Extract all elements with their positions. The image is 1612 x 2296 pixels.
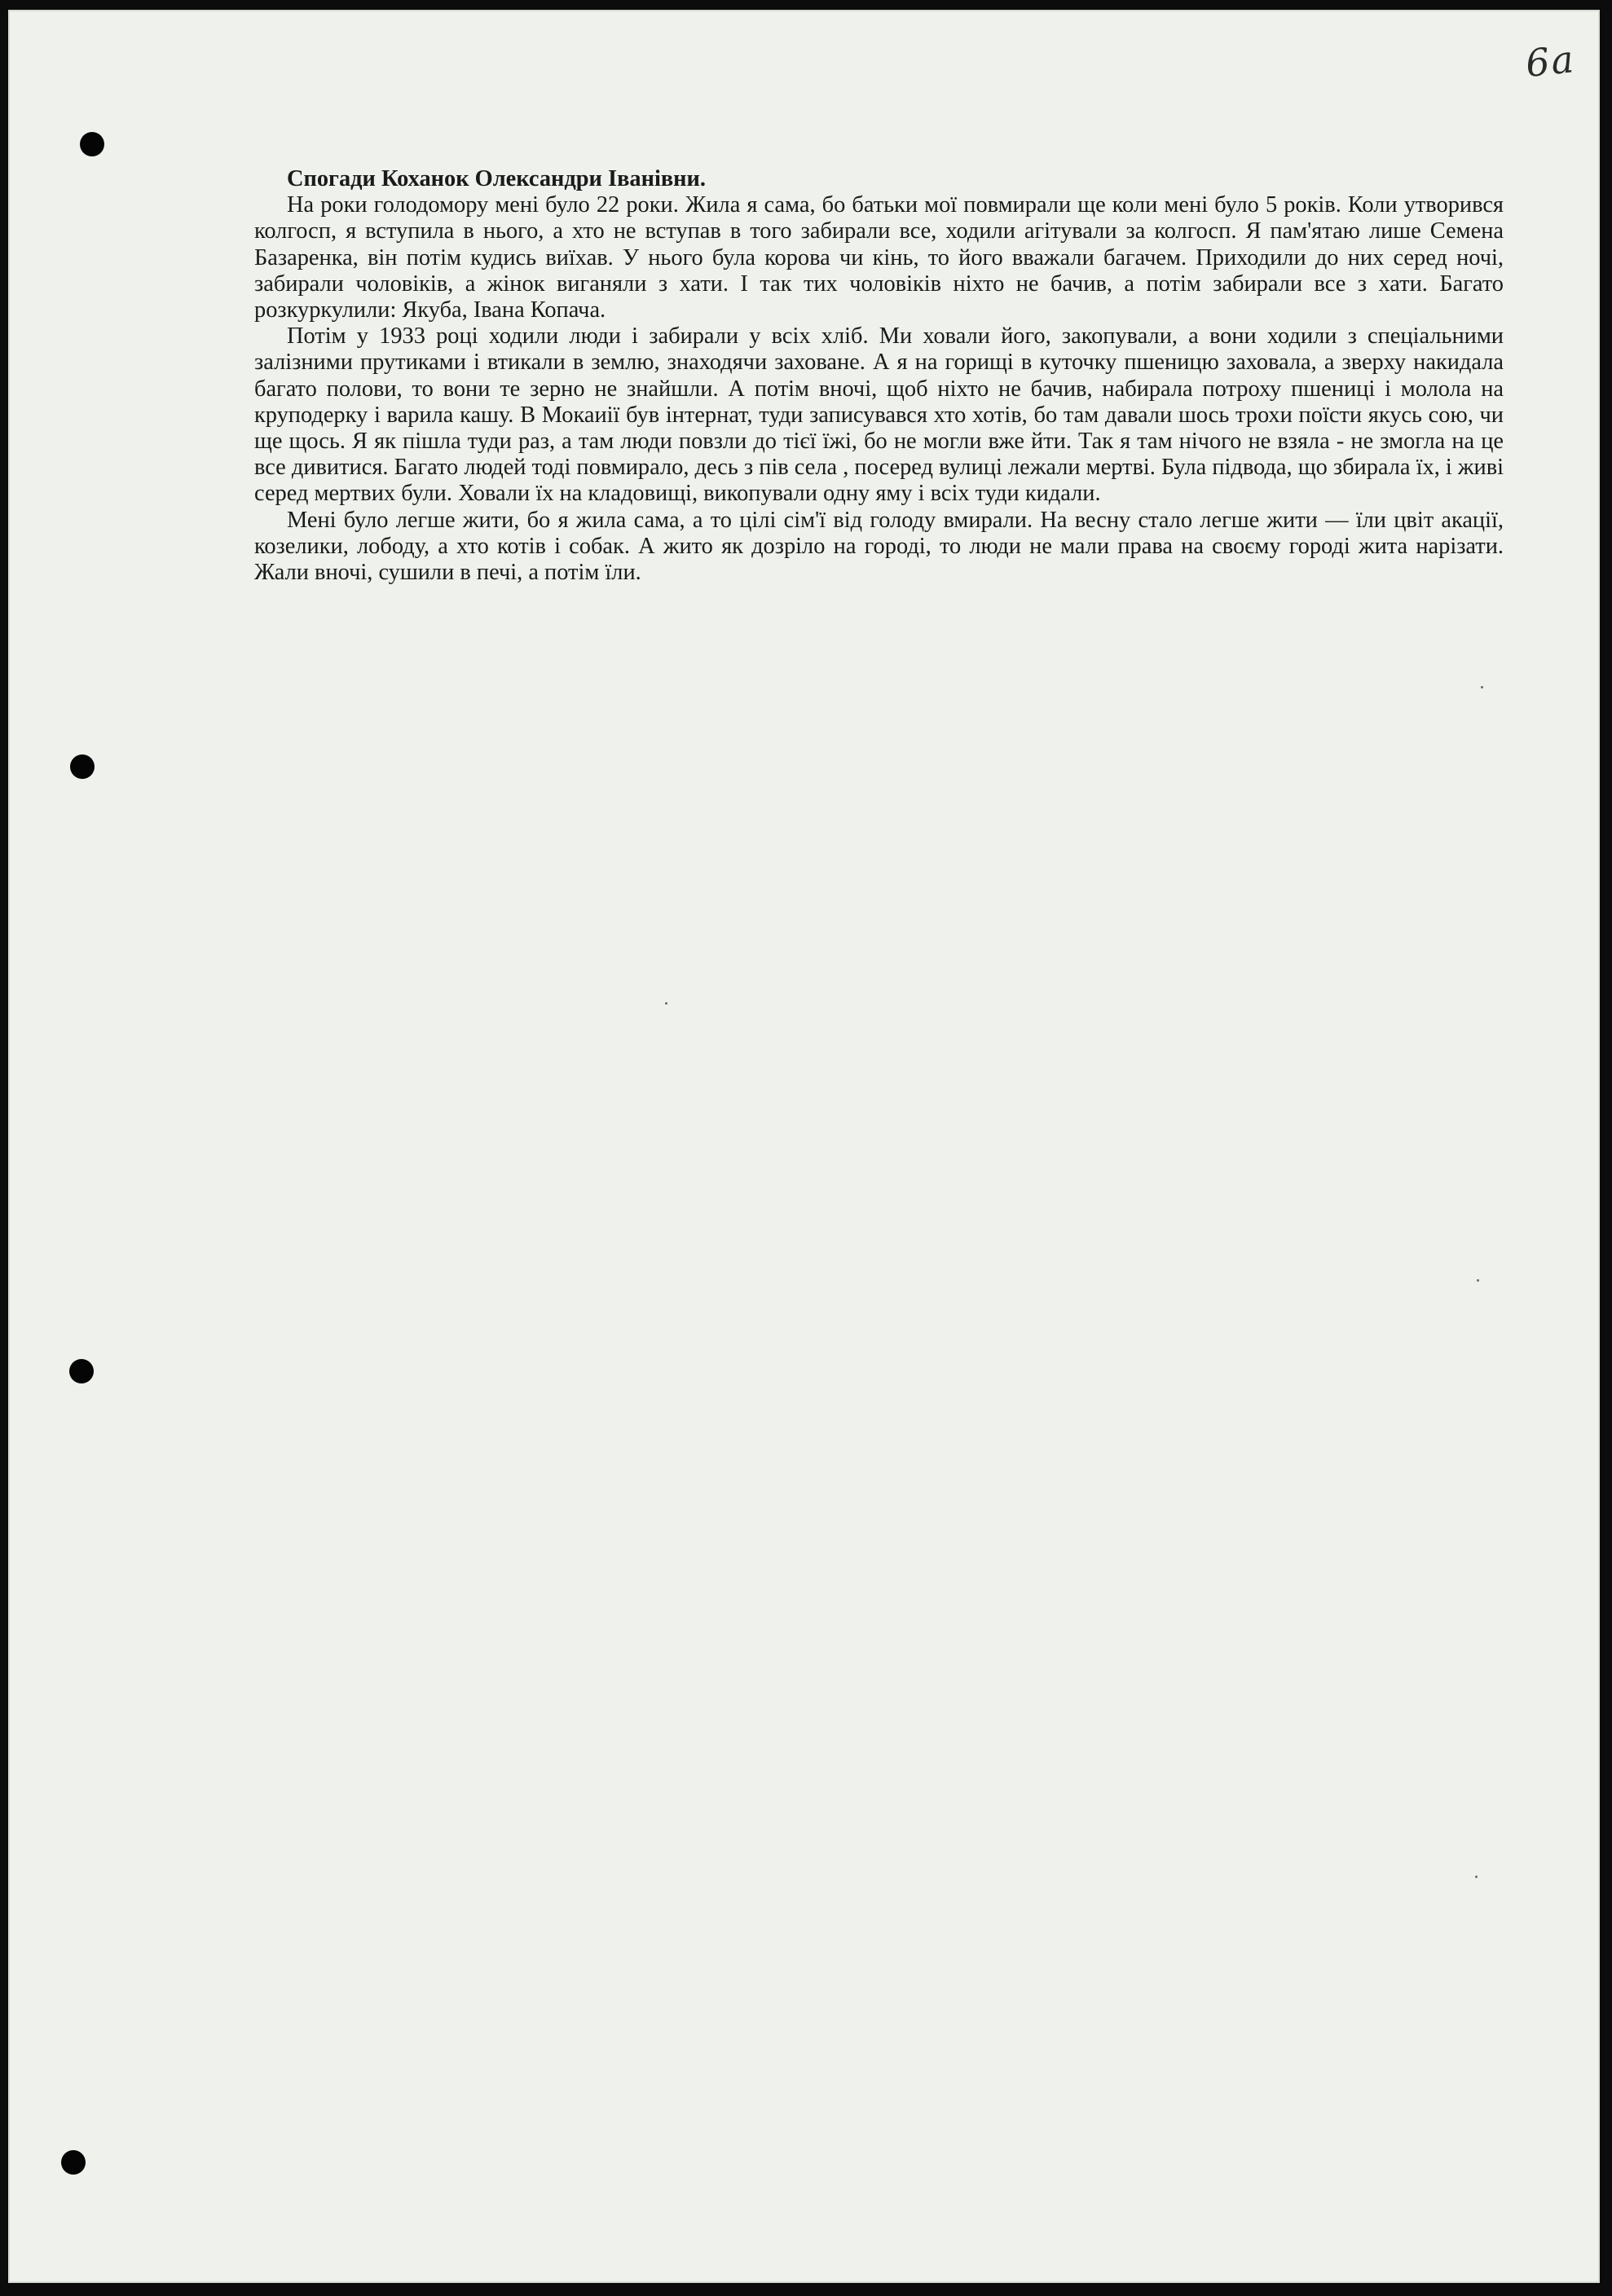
punch-hole-icon xyxy=(70,754,95,779)
punch-hole-icon xyxy=(80,132,104,156)
paper-speck xyxy=(665,1002,667,1005)
paper-speck xyxy=(1481,686,1483,688)
punch-hole-icon xyxy=(61,2150,86,2175)
handwritten-page-number: 6а xyxy=(1523,36,1578,86)
document-page xyxy=(8,10,1600,2283)
document-text-block xyxy=(254,166,1504,586)
paper-speck xyxy=(1477,1279,1479,1282)
punch-hole-icon xyxy=(69,1359,94,1383)
paper-speck xyxy=(1475,1876,1478,1878)
document-paragraph: На роки голодомору мені було 22 роки. Жила я сама, бо батьки мої повмирали ще коли мені було 5 років. Коли утворився колгосп, я вступила в нього, а хто не вступав в того забирали все, ходили агітували за колгосп. Я пам'ятаю лише Семена Базаренка, він потім кудись виїхав. У нього була корова чи кінь, то його вважали багачем. Приходили до них серед ночі, забирали чоловіків, а жінок виганяли з хати. І так тих чоловіків ніхто не бачив, а потім забирали все з хати. Багато розкуркулили: Якуба, Івана Копача. xyxy=(254,192,1504,323)
document-paragraph: Мені було легше жити, бо я жила сама, а то цілі сім'ї від голоду вмирали. На весну стало легше жити — їли цвіт акації, козелики, лободу, а хто котів і собак. А жито як дозріло на городі, то люди не мали права на своєму городі жита нарізати. Жали вночі, сушили в печі, а потім їли. xyxy=(254,507,1504,586)
document-paragraph: Потім у 1933 році ходили люди і забирали у всіх хліб. Ми ховали його, закопували, а вони ходили з спеціальними залізними прутиками і втикали в землю, знаходячи заховане. А я на горищі в куточку пшеницю заховала, а зверху накидала багато полови, то вони те зерно не знайшли. А потім вночі, щоб ніхто не бачив, набирала потроху пшениці і молола на круподерку і варила кашу. В Мокаиії був інтернат, туди записувався хто хотів, бо там давали шось трохи поїсти якусь сою, чи ще щось. Я як пішла туди раз, а там люди повзли до тієї їжі, бо не могли вже йти. Так я там нічого не взяла - не змогла на це все дивитися. Багато людей тоді повмирало, десь з пів села , посеред вулиці лежали мертві. Була підвода, що збирала їх, і живі серед мертвих були. Ховали їх на кладовищі, викопували одну яму і всіх туди кидали. xyxy=(254,323,1504,507)
document-title: Спогади Коханок Олександри Іванівни. xyxy=(287,166,706,191)
